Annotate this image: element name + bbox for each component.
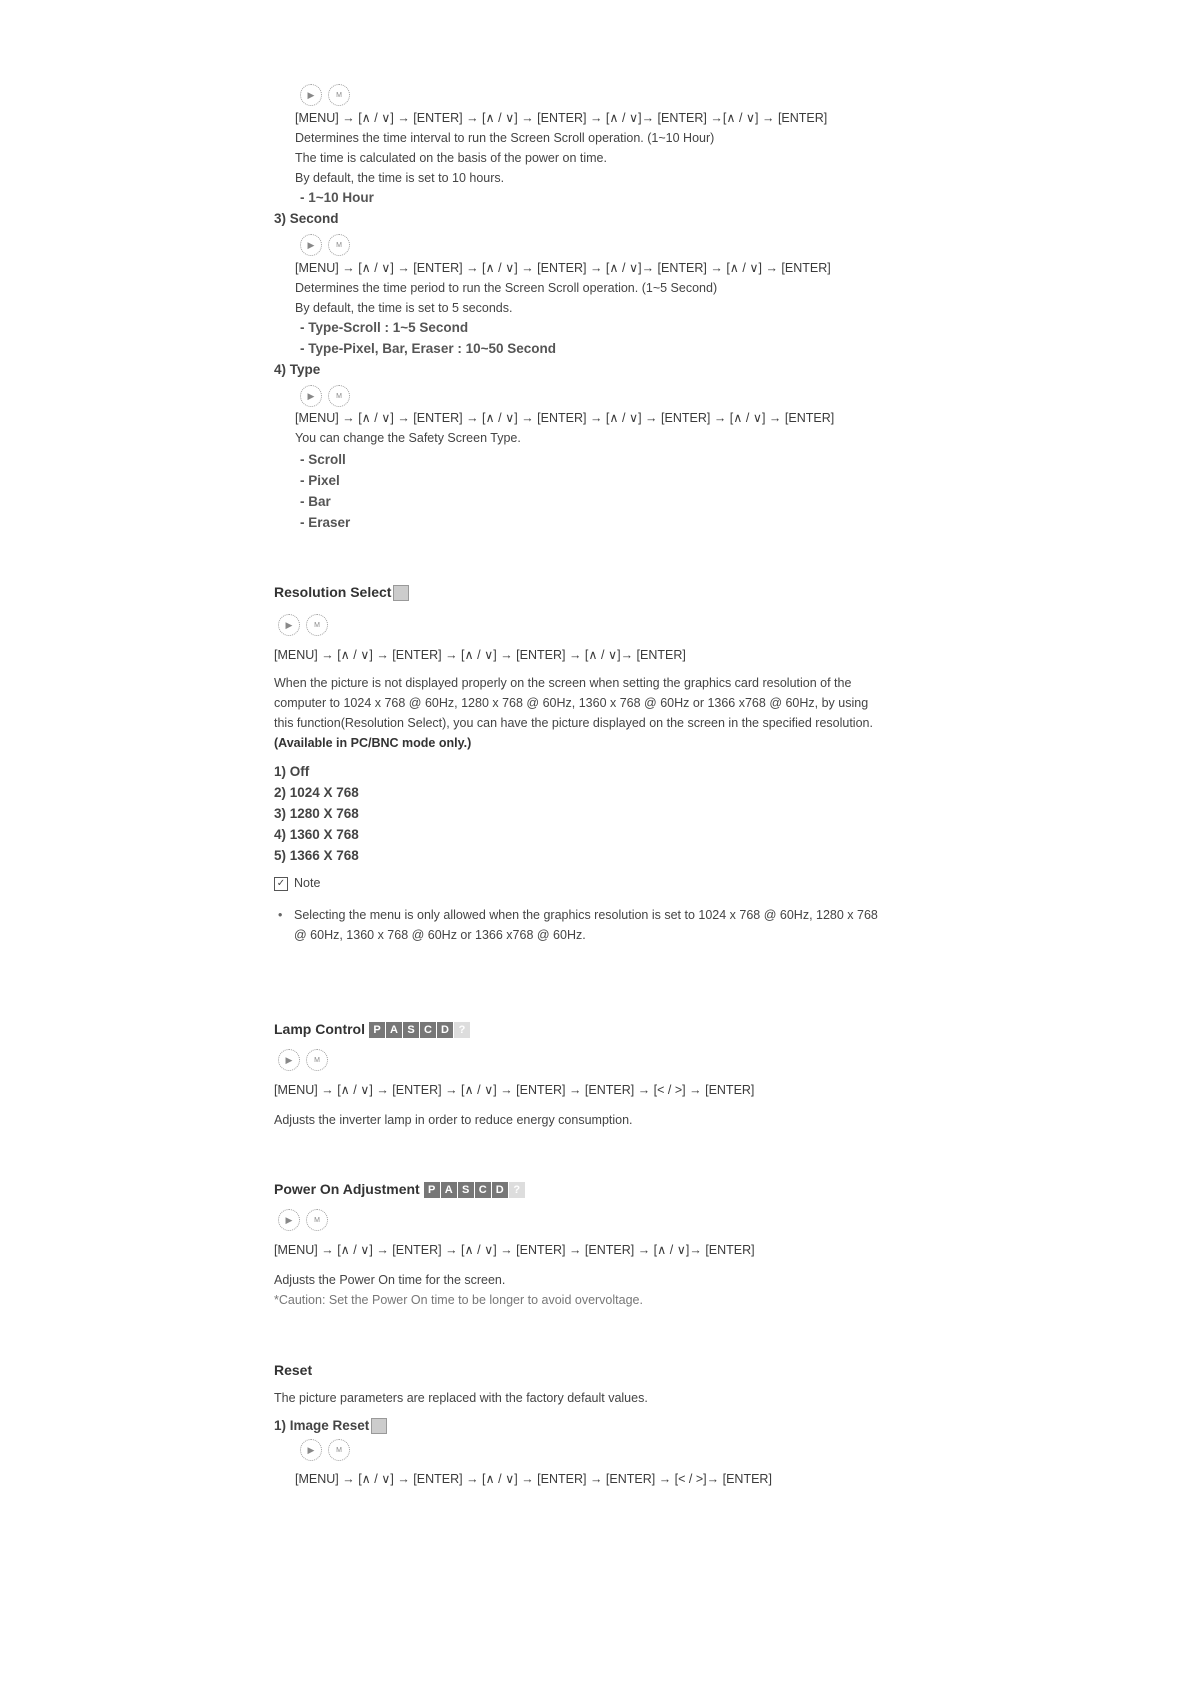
remote-icons	[278, 1207, 328, 1233]
badge-letter: C	[475, 1182, 491, 1198]
reset-item	[274, 1415, 387, 1437]
badge-letter: P	[424, 1182, 440, 1198]
resolution-option: 4) 1360 X 768	[274, 827, 359, 842]
badge-letter: D	[492, 1182, 508, 1198]
description: You can change the Safety Screen Type.	[295, 431, 521, 445]
description: The picture parameters are replaced with the factory default values.	[274, 1391, 648, 1405]
menu-button-icon: M	[306, 1049, 328, 1071]
section-heading-poweron	[274, 1178, 526, 1200]
resolution-option: 2) 1024 X 768	[274, 785, 359, 800]
resolution-option: 5) 1366 X 768	[274, 848, 359, 863]
badge-letter: ?	[509, 1182, 525, 1198]
remote-icons	[300, 383, 350, 409]
note-icon: ✓	[274, 877, 288, 891]
badge-letter: S	[403, 1022, 419, 1038]
menu-button-icon: M	[328, 385, 350, 407]
heading-text: Lamp Control	[274, 1021, 365, 1037]
play-icon: ▶	[300, 84, 322, 106]
menu-button-icon: M	[306, 614, 328, 636]
paragraph-line: When the picture is not displayed properly on the screen when setting the graphics card resolution of the	[274, 676, 852, 690]
play-icon: ▶	[300, 1439, 322, 1461]
play-icon: ▶	[300, 234, 322, 256]
play-icon: ▶	[300, 385, 322, 407]
heading-text: Power On Adjustment	[274, 1181, 420, 1197]
menu-button-icon: M	[328, 1439, 350, 1461]
resolution-option: 3) 1280 X 768	[274, 806, 359, 821]
description: Adjusts the inverter lamp in order to reduce energy consumption.	[274, 1113, 633, 1127]
option-item: - Eraser	[300, 515, 351, 530]
menu-path: [MENU] → [∧ / ∨] → [ENTER] → [∧ / ∨] → [ENTER] → [ENTER] → [< / >]→ [ENTER]	[295, 1472, 772, 1486]
menu-button-icon: M	[306, 1209, 328, 1231]
mode-badge	[369, 1022, 471, 1038]
remote-icons	[300, 1437, 350, 1463]
badge-letter: P	[369, 1022, 385, 1038]
menu-path: [MENU] → [∧ / ∨] → [ENTER] → [∧ / ∨] → [ENTER] → [∧ / ∨]→ [ENTER]	[274, 648, 686, 662]
play-icon: ▶	[278, 1049, 300, 1071]
menu-path: [MENU] → [∧ / ∨] → [ENTER] → [∧ / ∨] → [ENTER] → [∧ / ∨] → [ENTER] → [∧ / ∨] → [ENTER]	[295, 411, 835, 425]
menu-path: [MENU] → [∧ / ∨] → [ENTER] → [∧ / ∨] → [ENTER] → [∧ / ∨]→ [ENTER] →[∧ / ∨] → [ENTER]	[295, 111, 828, 125]
menu-path: [MENU] → [∧ / ∨] → [ENTER] → [∧ / ∨] → [ENTER] → [∧ / ∨]→ [ENTER] → [∧ / ∨] → [ENTER]	[295, 261, 831, 275]
paragraph-line: this function(Resolution Select), you can have the picture displayed on the screen in the specified resolution.	[274, 716, 873, 730]
description: By default, the time is set to 10 hours.	[295, 171, 505, 185]
badge-letter: S	[458, 1182, 474, 1198]
section-heading-reset: Reset	[274, 1362, 313, 1378]
description: Determines the time period to run the Screen Scroll operation. (1~5 Second)	[295, 281, 718, 295]
description: By default, the time is set to 5 seconds.	[295, 301, 513, 315]
remote-icons	[300, 82, 350, 108]
section-heading-lamp	[274, 1018, 471, 1040]
note-bullet-line: • Selecting the menu is only allowed when the graphics resolution is set to 1024 x 768 @ 60Hz, 1280 x 768	[294, 905, 878, 925]
availability-note: (Available in PC/BNC mode only.)	[274, 736, 472, 750]
option-item: - Pixel	[300, 473, 340, 488]
menu-button-icon: M	[328, 84, 350, 106]
mode-badge	[424, 1182, 526, 1198]
caution-text: *Caution: Set the Power On time to be longer to avoid overvoltage.	[274, 1293, 643, 1307]
badge-letter: A	[441, 1182, 457, 1198]
mode-icon	[371, 1418, 387, 1434]
description: Determines the time interval to run the Screen Scroll operation. (1~10 Hour)	[295, 131, 715, 145]
menu-path: [MENU] → [∧ / ∨] → [ENTER] → [∧ / ∨] → [ENTER] → [ENTER] → [< / >] → [ENTER]	[274, 1083, 755, 1097]
badge-letter: D	[437, 1022, 453, 1038]
remote-icons	[300, 232, 350, 258]
description: The time is calculated on the basis of the power on time.	[295, 151, 607, 165]
note-label	[274, 873, 320, 893]
menu-button-icon: M	[328, 234, 350, 256]
remote-icons	[278, 1047, 328, 1073]
item-text: 1) Image Reset	[274, 1418, 370, 1433]
option-item: - Scroll	[300, 452, 346, 467]
option-item: - 1~10 Hour	[300, 190, 374, 205]
heading-text: Resolution Select	[274, 584, 392, 600]
menu-path: [MENU] → [∧ / ∨] → [ENTER] → [∧ / ∨] → [ENTER] → [ENTER] → [∧ / ∨]→ [ENTER]	[274, 1243, 755, 1257]
description: Adjusts the Power On time for the screen.	[274, 1273, 506, 1287]
remote-icons	[278, 612, 328, 638]
option-item: - Type-Pixel, Bar, Eraser : 10~50 Second	[300, 341, 556, 356]
option-item: - Type-Scroll : 1~5 Second	[300, 320, 469, 335]
section-heading-resolution	[274, 581, 409, 603]
badge-letter: ?	[454, 1022, 470, 1038]
mode-icon	[393, 585, 409, 601]
resolution-option: 1) Off	[274, 764, 310, 779]
play-icon: ▶	[278, 1209, 300, 1231]
note-text: Note	[294, 876, 321, 890]
note-bullet-line: @ 60Hz, 1360 x 768 @ 60Hz or 1366 x768 @ 60Hz.	[294, 928, 586, 942]
paragraph-line: computer to 1024 x 768 @ 60Hz, 1280 x 768 @ 60Hz, 1360 x 768 @ 60Hz or 1366 x768 @ 60Hz, by using	[274, 696, 869, 710]
option-item: - Bar	[300, 494, 331, 509]
badge-letter: C	[420, 1022, 436, 1038]
section-title-type: 4) Type	[274, 362, 321, 377]
play-icon: ▶	[278, 614, 300, 636]
badge-letter: A	[386, 1022, 402, 1038]
section-title-second: 3) Second	[274, 211, 339, 226]
